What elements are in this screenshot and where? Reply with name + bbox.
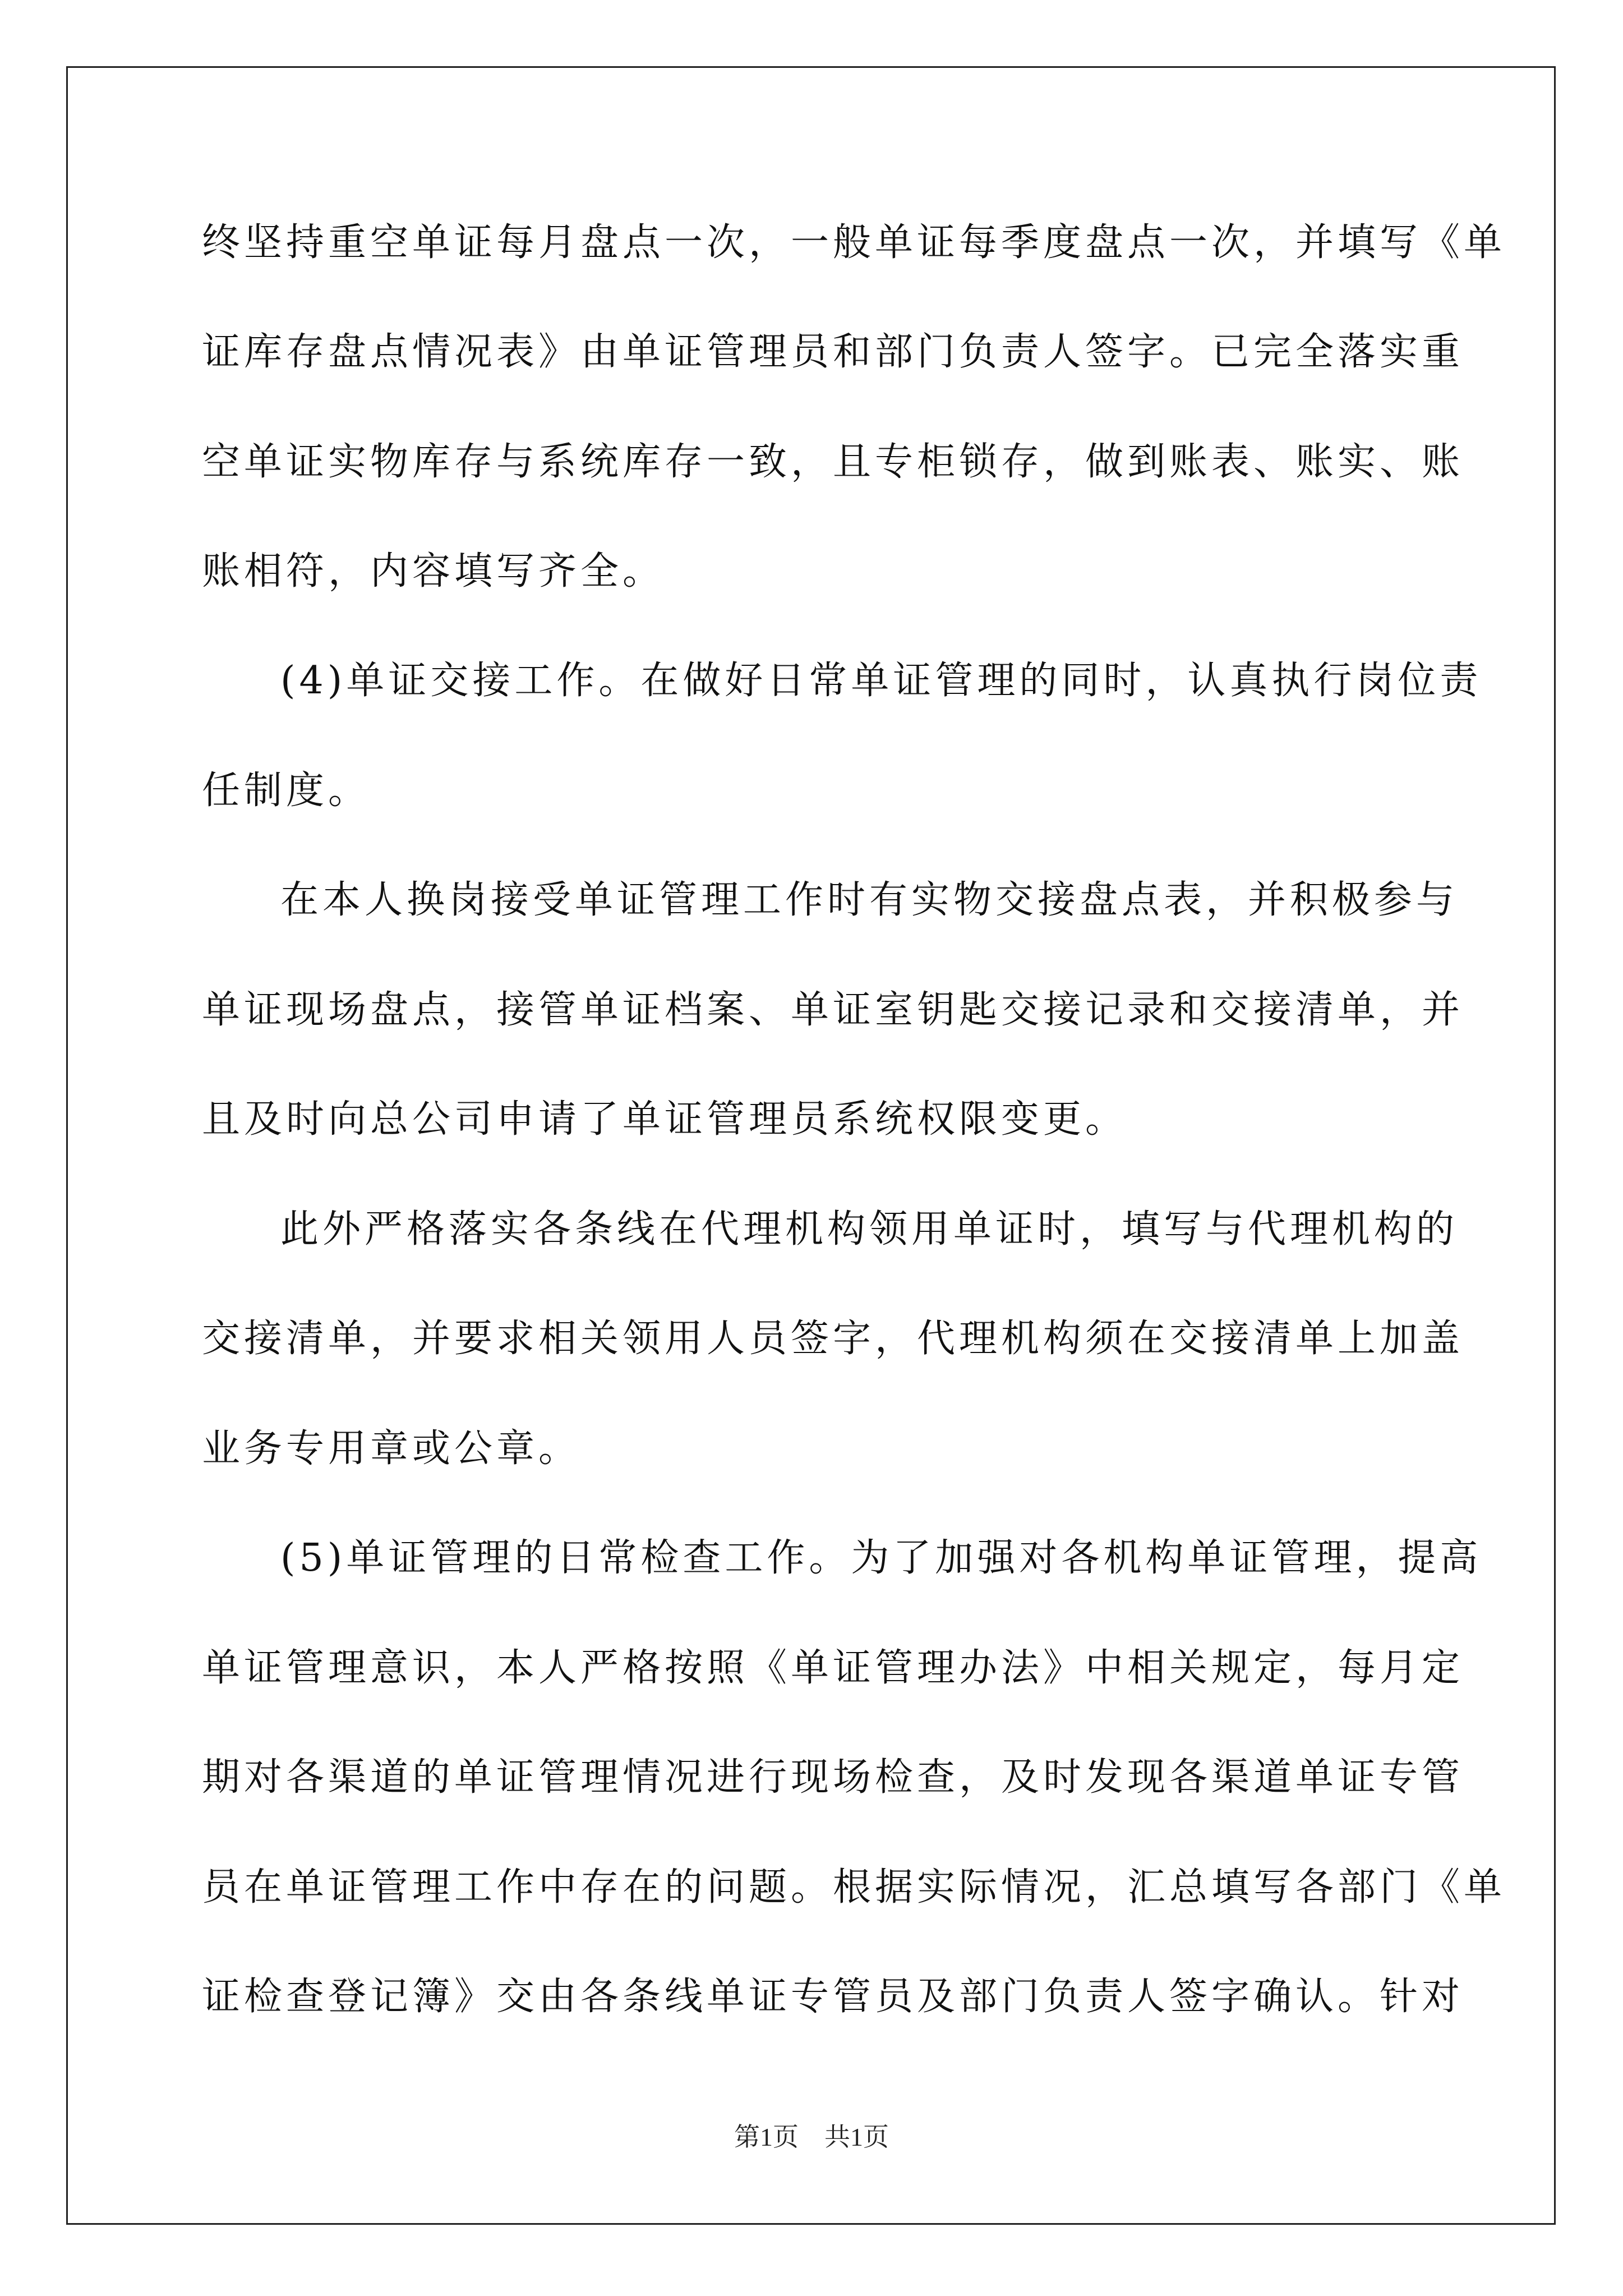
text-line: (4)单证交接工作。在做好日常单证管理的同时，认真执行岗位责 [280,659,1482,703]
page-number-footer [0,2122,1623,2153]
text-line: 业务专用章或公章。 [202,1427,581,1471]
text-line: (5)单证管理的日常检查工作。为了加强对各机构单证管理，提高 [280,1536,1482,1580]
text-line: 任制度。 [202,769,371,813]
text-line: 终坚持重空单证每月盘点一次，一般单证每季度盘点一次，并填写《单 [202,220,1506,265]
text-line: 证检查登记簿》交由各条线单证专管员及部门负责人签字确认。针对 [202,1975,1464,2019]
text-line: 期对各渠道的单证管理情况进行现场检查，及时发现各渠道单证专管 [202,1755,1464,1800]
text-line: 账相符，内容填写齐全。 [202,549,665,593]
text-line: 单证管理意识，本人严格按照《单证管理办法》中相关规定，每月定 [202,1646,1464,1690]
text-line: 单证现场盘点，接管单证档案、单证室钥匙交接记录和交接清单，并 [202,988,1464,1032]
page-number-text: 第1页 共1页 [734,2123,889,2151]
text-line: 空单证实物库存与系统库存一致，且专柜锁存，做到账表、账实、账 [202,440,1464,484]
text-line: 员在单证管理工作中存在的问题。根据实际情况，汇总填写各部门《单 [202,1865,1506,1910]
text-line: 此外严格落实各条线在代理机构领用单证时，填写与代理机构的 [280,1207,1459,1251]
text-line: 在本人换岗接受单证管理工作时有实物交接盘点表，并积极参与 [280,878,1459,922]
text-line: 交接清单，并要求相关领用人员签字，代理机构须在交接清单上加盖 [202,1317,1464,1361]
text-line: 证库存盘点情况表》由单证管理员和部门负责人签字。已完全落实重 [202,330,1464,374]
text-line: 且及时向总公司申请了单证管理员系统权限变更。 [202,1097,1128,1142]
